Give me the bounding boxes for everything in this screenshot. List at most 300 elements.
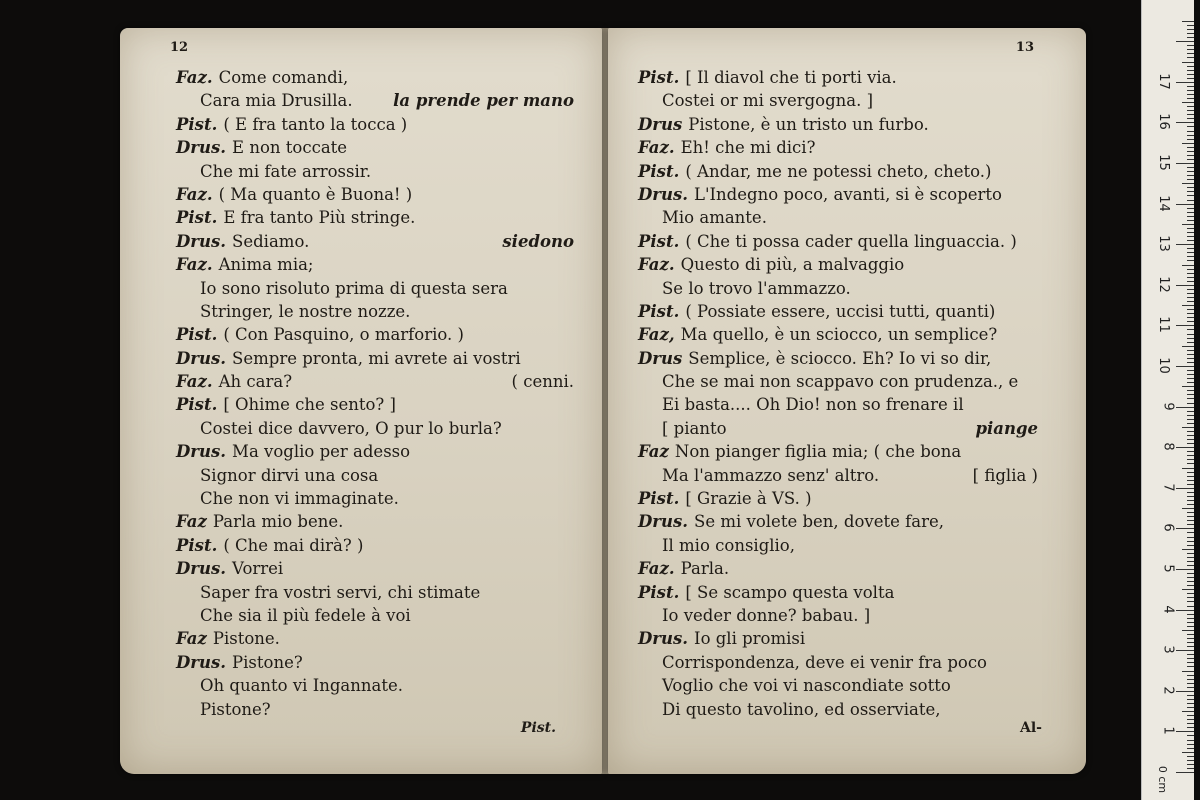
ruler-tick bbox=[1187, 545, 1194, 546]
ruler-tick bbox=[1187, 634, 1194, 635]
text-line bbox=[608, 136, 1086, 159]
ruler-tick bbox=[1187, 504, 1194, 505]
ruler-tick bbox=[1182, 386, 1194, 387]
ruler-tick bbox=[1187, 593, 1194, 594]
text-line bbox=[608, 604, 1086, 627]
ruler-tick bbox=[1176, 163, 1194, 164]
line-text: L'Indegno poco, avanti, si è scoperto bbox=[694, 184, 1002, 204]
speaker-label: Pist. bbox=[176, 535, 218, 555]
ruler-tick bbox=[1187, 228, 1194, 229]
ruler-tick bbox=[1187, 727, 1194, 728]
ruler-label: 17 bbox=[1156, 73, 1172, 90]
ruler-tick bbox=[1176, 122, 1194, 123]
ruler-tick bbox=[1187, 646, 1194, 647]
ruler-tick bbox=[1182, 305, 1194, 306]
ruler-tick bbox=[1187, 350, 1194, 351]
ruler-tick bbox=[1182, 143, 1194, 144]
line-text: [ Se scampo questa volta bbox=[685, 582, 895, 602]
line-text: Anima mia; bbox=[218, 255, 314, 275]
ruler-tick bbox=[1187, 723, 1194, 724]
page-number: 12 bbox=[170, 40, 189, 55]
text-line bbox=[120, 417, 602, 440]
text-line bbox=[120, 136, 602, 159]
speaker-label: Drus. bbox=[176, 652, 227, 672]
ruler-tick bbox=[1187, 208, 1194, 209]
ruler-tick bbox=[1182, 224, 1194, 225]
ruler-tick bbox=[1187, 675, 1194, 676]
line-text: Pistone. bbox=[212, 629, 280, 649]
line-text: [ Ohime che sento? ] bbox=[223, 395, 396, 415]
ruler-tick bbox=[1182, 183, 1194, 184]
ruler-tick bbox=[1187, 118, 1194, 119]
speaker-label: Faz bbox=[638, 442, 669, 462]
ruler-tick bbox=[1187, 53, 1194, 54]
text-line bbox=[120, 89, 602, 112]
ruler-tick bbox=[1176, 407, 1194, 408]
ruler-tick bbox=[1187, 748, 1194, 749]
right-page bbox=[608, 28, 1086, 774]
line-text: Non pianger figlia mia; ( che bona bbox=[674, 442, 962, 462]
ruler-tick bbox=[1187, 455, 1194, 456]
ruler-label: 15 bbox=[1156, 154, 1172, 171]
line-text: Corrispondenza, deve ei venir fra poco bbox=[662, 652, 987, 672]
ruler-tick bbox=[1176, 772, 1194, 773]
ruler-tick bbox=[1187, 212, 1194, 213]
ruler-tick bbox=[1187, 715, 1194, 716]
text-line bbox=[608, 557, 1086, 580]
ruler-tick bbox=[1187, 541, 1194, 542]
ruler-tick bbox=[1187, 484, 1194, 485]
line-text: Stringer, le nostre nozze. bbox=[200, 301, 411, 321]
speaker-label: Faz. bbox=[176, 68, 213, 87]
speaker-label: Drus bbox=[638, 348, 683, 368]
ruler-tick bbox=[1187, 394, 1194, 395]
ruler-tick bbox=[1182, 508, 1194, 509]
ruler-tick bbox=[1187, 200, 1194, 201]
ruler-label: 1 bbox=[1160, 726, 1176, 736]
ruler-label: 13 bbox=[1156, 235, 1172, 252]
ruler-tick bbox=[1176, 731, 1194, 732]
ruler-label: 10 bbox=[1156, 357, 1172, 374]
ruler-tick bbox=[1187, 666, 1194, 667]
ruler-tick bbox=[1187, 638, 1194, 639]
text-line bbox=[120, 370, 602, 393]
ruler-tick bbox=[1187, 358, 1194, 359]
ruler-tick bbox=[1187, 459, 1194, 460]
ruler-tick bbox=[1187, 90, 1194, 91]
text-line bbox=[120, 557, 602, 580]
ruler-tick bbox=[1187, 435, 1194, 436]
ruler-tick bbox=[1182, 265, 1194, 266]
line-text: ( Andar, me ne potessi cheto, cheto.) bbox=[685, 161, 992, 181]
text-line bbox=[608, 510, 1086, 533]
ruler-tick bbox=[1176, 528, 1194, 529]
ruler-label: 8 bbox=[1160, 442, 1176, 451]
line-text: Io sono risoluto prima di questa sera bbox=[200, 278, 508, 298]
line-text: Il mio consiglio, bbox=[662, 535, 795, 555]
ruler-tick bbox=[1187, 768, 1194, 769]
ruler-tick bbox=[1182, 549, 1194, 550]
ruler-tick bbox=[1187, 476, 1194, 477]
speaker-label: Pist. bbox=[176, 395, 218, 415]
line-text: Parla mio bene. bbox=[212, 512, 344, 532]
ruler-tick bbox=[1187, 57, 1194, 58]
ruler-tick bbox=[1187, 492, 1194, 493]
line-text: Mio amante. bbox=[662, 208, 767, 228]
ruler-tick bbox=[1187, 378, 1194, 379]
ruler-tick bbox=[1187, 622, 1194, 623]
ruler-tick bbox=[1187, 679, 1194, 680]
ruler-tick bbox=[1182, 468, 1194, 469]
ruler-label: 2 bbox=[1160, 686, 1176, 695]
text-line bbox=[120, 300, 602, 323]
ruler-tick bbox=[1187, 334, 1194, 335]
text-line bbox=[120, 651, 602, 674]
ruler-label: 5 bbox=[1160, 564, 1176, 573]
line-text: Ah cara? bbox=[218, 372, 293, 392]
line-text: ( E fra tanto la tocca ) bbox=[223, 114, 408, 134]
ruler-tick bbox=[1187, 232, 1194, 233]
stage-direction: la prende per mano bbox=[393, 91, 574, 111]
ruler-tick bbox=[1187, 106, 1194, 107]
text-line bbox=[120, 113, 602, 136]
ruler-tick bbox=[1187, 411, 1194, 412]
ruler-tick bbox=[1187, 273, 1194, 274]
ruler-tick bbox=[1187, 309, 1194, 310]
text-block bbox=[120, 66, 602, 721]
measuring-ruler bbox=[1141, 0, 1194, 800]
ruler-tick bbox=[1187, 735, 1194, 736]
ruler-tick bbox=[1187, 496, 1194, 497]
ruler-tick bbox=[1187, 480, 1194, 481]
text-line bbox=[608, 66, 1086, 89]
text-line bbox=[608, 277, 1086, 300]
text-line bbox=[608, 370, 1086, 393]
line-text: Come comandi, bbox=[218, 68, 349, 87]
ruler-tick bbox=[1187, 45, 1194, 46]
ruler-tick bbox=[1187, 66, 1194, 67]
ruler-tick bbox=[1187, 49, 1194, 50]
ruler-tick bbox=[1187, 500, 1194, 501]
speaker-label: Pist. bbox=[638, 301, 680, 321]
ruler-tick bbox=[1187, 354, 1194, 355]
line-text: ( Che ti possa cader quella linguaccia. ) bbox=[685, 231, 1017, 251]
ruler-tick bbox=[1187, 362, 1194, 363]
ruler-tick bbox=[1187, 662, 1194, 663]
ruler-tick bbox=[1187, 240, 1194, 241]
speaker-label: Pist. bbox=[176, 114, 218, 134]
line-text: Che mi fate arrossir. bbox=[200, 161, 372, 181]
ruler-tick bbox=[1187, 297, 1194, 298]
ruler-tick bbox=[1187, 171, 1194, 172]
ruler-tick bbox=[1182, 102, 1194, 103]
ruler-tick bbox=[1187, 687, 1194, 688]
speaker-label: Faz bbox=[176, 512, 207, 532]
ruler-tick bbox=[1187, 756, 1194, 757]
ruler-tick bbox=[1176, 41, 1194, 42]
speaker-label: Drus. bbox=[638, 512, 689, 532]
ruler-tick bbox=[1187, 167, 1194, 168]
ruler-tick bbox=[1187, 216, 1194, 217]
line-text: Pistone, è un tristo un furbo. bbox=[688, 114, 929, 134]
speaker-label: Faz. bbox=[638, 138, 675, 158]
text-line bbox=[120, 510, 602, 533]
speaker-label: Drus. bbox=[638, 184, 689, 204]
speaker-label: Pist. bbox=[176, 325, 218, 345]
speaker-label: Pist. bbox=[638, 231, 680, 251]
ruler-tick bbox=[1187, 760, 1194, 761]
ruler-tick bbox=[1182, 630, 1194, 631]
ruler-tick bbox=[1187, 260, 1194, 261]
ruler-tick bbox=[1187, 520, 1194, 521]
ruler-tick bbox=[1187, 94, 1194, 95]
text-line bbox=[608, 206, 1086, 229]
ruler-tick bbox=[1187, 252, 1194, 253]
ruler-tick bbox=[1176, 366, 1194, 367]
line-text: [ Il diavol che ti porti via. bbox=[685, 68, 897, 87]
ruler-tick bbox=[1187, 277, 1194, 278]
ruler-tick bbox=[1187, 317, 1194, 318]
text-line bbox=[608, 534, 1086, 557]
page-number: 13 bbox=[1015, 40, 1034, 55]
ruler-tick bbox=[1187, 740, 1194, 741]
ruler-tick bbox=[1187, 293, 1194, 294]
text-line bbox=[120, 464, 602, 487]
ruler-tick bbox=[1182, 346, 1194, 347]
ruler-tick bbox=[1187, 155, 1194, 156]
ruler-tick bbox=[1187, 626, 1194, 627]
text-line bbox=[120, 277, 602, 300]
ruler-tick bbox=[1187, 70, 1194, 71]
line-text: Pistone? bbox=[200, 699, 271, 719]
ruler-tick bbox=[1182, 62, 1194, 63]
line-text: Che sia il più fedele à voi bbox=[200, 605, 411, 625]
line-text: ( Ma quanto è Buona! ) bbox=[218, 184, 413, 204]
line-text: E fra tanto Più stringe. bbox=[223, 208, 416, 228]
text-line bbox=[608, 698, 1086, 721]
speaker-label: Faz. bbox=[176, 255, 213, 275]
ruler-tick bbox=[1176, 650, 1194, 651]
line-text: Vorrei bbox=[232, 559, 284, 579]
text-line bbox=[608, 183, 1086, 206]
text-line bbox=[608, 230, 1086, 253]
speaker-label: Pist. bbox=[638, 68, 680, 87]
ruler-tick bbox=[1187, 581, 1194, 582]
line-text: Se mi volete ben, dovete fare, bbox=[694, 512, 944, 532]
ruler-tick bbox=[1187, 29, 1194, 30]
ruler-tick bbox=[1187, 74, 1194, 75]
ruler-tick bbox=[1187, 382, 1194, 383]
ruler-label: 6 bbox=[1160, 523, 1176, 533]
line-text: Ma quello, è un sciocco, un semplice? bbox=[680, 325, 998, 345]
ruler-tick bbox=[1187, 135, 1194, 136]
speaker-label: Drus. bbox=[176, 442, 227, 462]
ruler-label: 16 bbox=[1156, 113, 1172, 131]
text-line bbox=[120, 393, 602, 416]
text-line bbox=[120, 534, 602, 557]
ruler-tick bbox=[1187, 719, 1194, 720]
ruler-tick bbox=[1187, 289, 1194, 290]
line-text: Voglio che voi vi nascondiate sotto bbox=[662, 676, 951, 696]
line-text: ( Con Pasquino, o marforio. ) bbox=[223, 325, 464, 345]
ruler-tick bbox=[1187, 313, 1194, 314]
speaker-label: Faz. bbox=[176, 372, 213, 392]
ruler-tick bbox=[1187, 573, 1194, 574]
ruler-tick bbox=[1182, 752, 1194, 753]
ruler-tick bbox=[1182, 589, 1194, 590]
speaker-label: Faz. bbox=[176, 184, 213, 204]
text-line bbox=[608, 323, 1086, 346]
ruler-tick bbox=[1187, 370, 1194, 371]
ruler-tick bbox=[1187, 301, 1194, 302]
line-text: Ma voglio per adesso bbox=[232, 442, 411, 462]
line-text: Saper fra vostri servi, chi stimate bbox=[200, 582, 481, 602]
left-page bbox=[120, 28, 602, 774]
ruler-tick bbox=[1187, 419, 1194, 420]
line-text: Se lo trovo l'ammazzo. bbox=[662, 278, 851, 298]
ruler-tick bbox=[1176, 488, 1194, 489]
ruler-tick bbox=[1176, 691, 1194, 692]
line-text: Io veder donne? babau. ] bbox=[662, 605, 871, 625]
ruler-tick bbox=[1187, 683, 1194, 684]
ruler-tick bbox=[1176, 82, 1194, 83]
ruler-tick bbox=[1187, 606, 1194, 607]
line-text: Questo di più, a malvaggio bbox=[680, 255, 905, 275]
ruler-tick bbox=[1176, 447, 1194, 448]
ruler-tick bbox=[1187, 139, 1194, 140]
ruler-tick bbox=[1187, 431, 1194, 432]
ruler-tick bbox=[1187, 256, 1194, 257]
ruler-tick bbox=[1187, 585, 1194, 586]
speaker-label: Drus. bbox=[176, 138, 227, 158]
line-text: Che se mai non scappavo con prudenza., e bbox=[662, 372, 1019, 392]
ruler-tick bbox=[1187, 248, 1194, 249]
ruler-tick bbox=[1187, 553, 1194, 554]
ruler-tick bbox=[1187, 147, 1194, 148]
ruler-tick bbox=[1187, 37, 1194, 38]
ruler-label: 14 bbox=[1156, 194, 1172, 212]
ruler-tick bbox=[1187, 151, 1194, 152]
ruler-tick bbox=[1187, 597, 1194, 598]
catchword: Al- bbox=[1020, 720, 1042, 736]
text-line bbox=[608, 160, 1086, 183]
text-line bbox=[120, 66, 602, 89]
text-line bbox=[608, 464, 1086, 487]
line-text: [ Grazie à VS. ) bbox=[685, 489, 812, 509]
text-line bbox=[120, 347, 602, 370]
ruler-tick bbox=[1187, 423, 1194, 424]
line-text: Signor dirvi una cosa bbox=[200, 465, 379, 485]
speaker-label: Faz. bbox=[638, 255, 675, 275]
text-line bbox=[120, 674, 602, 697]
ruler-tick bbox=[1187, 179, 1194, 180]
ruler-tick bbox=[1187, 516, 1194, 517]
line-text: Semplice, è sciocco. Eh? Io vi so dir, bbox=[688, 348, 992, 368]
text-block bbox=[608, 66, 1086, 721]
text-line bbox=[608, 417, 1086, 440]
ruler-label: 3 bbox=[1160, 645, 1176, 654]
ruler-tick bbox=[1187, 321, 1194, 322]
line-text: ( Che mai dirà? ) bbox=[223, 535, 364, 555]
ruler-tick bbox=[1187, 110, 1194, 111]
speaker-label: Faz bbox=[176, 629, 207, 649]
ruler-label: 12 bbox=[1156, 276, 1172, 293]
line-text: Costei or mi svergogna. ] bbox=[662, 91, 874, 111]
stage-direction: siedono bbox=[502, 231, 574, 251]
ruler-tick bbox=[1187, 699, 1194, 700]
ruler-tick bbox=[1187, 565, 1194, 566]
ruler-tick bbox=[1187, 175, 1194, 176]
text-line bbox=[608, 487, 1086, 510]
text-line bbox=[120, 581, 602, 604]
ruler-tick bbox=[1187, 512, 1194, 513]
stage-direction: [ figlia ) bbox=[972, 465, 1038, 485]
ruler-tick bbox=[1187, 695, 1194, 696]
ruler-tick bbox=[1187, 236, 1194, 237]
text-line bbox=[608, 347, 1086, 370]
text-line bbox=[120, 206, 602, 229]
ruler-tick bbox=[1176, 325, 1194, 326]
stage-direction: ( cenni. bbox=[511, 372, 574, 392]
text-line bbox=[120, 253, 602, 276]
ruler-tick bbox=[1176, 204, 1194, 205]
ruler-tick bbox=[1187, 577, 1194, 578]
line-text: Ei basta.... Oh Dio! non so frenare il bbox=[662, 395, 964, 415]
ruler-tick bbox=[1187, 618, 1194, 619]
text-line bbox=[120, 183, 602, 206]
ruler-label: 11 bbox=[1156, 316, 1172, 334]
ruler-tick bbox=[1182, 711, 1194, 712]
speaker-label: Pist. bbox=[176, 208, 218, 228]
ruler-tick bbox=[1187, 374, 1194, 375]
speaker-label: Pist. bbox=[638, 161, 680, 181]
ruler-tick bbox=[1176, 610, 1194, 611]
ruler-tick bbox=[1187, 707, 1194, 708]
text-line bbox=[120, 604, 602, 627]
text-line bbox=[120, 160, 602, 183]
ruler-tick bbox=[1187, 281, 1194, 282]
ruler-tick bbox=[1187, 269, 1194, 270]
ruler-tick bbox=[1187, 463, 1194, 464]
speaker-label: Drus bbox=[638, 114, 683, 134]
ruler-tick bbox=[1187, 191, 1194, 192]
ruler-tick bbox=[1187, 403, 1194, 404]
ruler-tick bbox=[1187, 654, 1194, 655]
ruler-tick bbox=[1182, 427, 1194, 428]
speaker-label: Drus. bbox=[638, 629, 689, 649]
ruler-tick bbox=[1187, 159, 1194, 160]
text-line bbox=[120, 230, 602, 253]
speaker-label: Pist. bbox=[638, 582, 680, 602]
line-text: [ pianto bbox=[662, 418, 727, 438]
ruler-label: 4 bbox=[1160, 604, 1176, 614]
text-line bbox=[608, 253, 1086, 276]
ruler-tick bbox=[1187, 561, 1194, 562]
speaker-label: Drus. bbox=[176, 559, 227, 579]
ruler-tick bbox=[1187, 195, 1194, 196]
ruler-tick bbox=[1176, 285, 1194, 286]
ruler-tick bbox=[1187, 25, 1194, 26]
speaker-label: Drus. bbox=[176, 231, 227, 251]
text-line bbox=[608, 393, 1086, 416]
line-text: Che non vi immaginate. bbox=[200, 489, 399, 509]
text-line bbox=[120, 487, 602, 510]
ruler-tick bbox=[1187, 86, 1194, 87]
line-text: Io gli promisi bbox=[694, 629, 806, 649]
speaker-label: Pist. bbox=[638, 489, 680, 509]
ruler-tick bbox=[1187, 114, 1194, 115]
ruler-label: 7 bbox=[1160, 483, 1176, 492]
